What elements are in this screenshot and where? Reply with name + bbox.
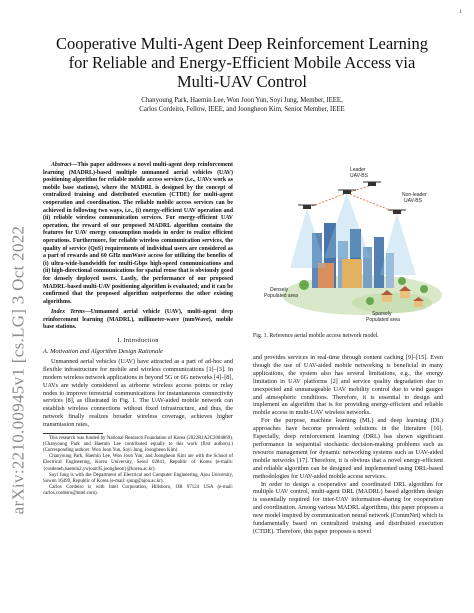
footnote-affiliation-intel: Carlos Cordeiro is with Intel Corporation, Hillsboro, OR 97124 USA (e-mail: carlos.cordeiro@intel.com). [43,484,233,496]
right-column [253,354,443,536]
label-dense-area: Populated area [264,293,298,299]
footnote-affiliation-korea: Chanyoung Park, Haemin Lee, Won Joon Yun, and Joongheon Kim are with the School of Electrical Engineering, Korea University, Seoul 02841, Republic of Korea (e-mails: {cosdeneb,haemin2,ywjoon95,joongheon}@korea.ac.kr). [43,454,233,472]
abstract-label: Abstract [51,162,72,168]
body-paragraph-1: and provides services in real-time through content caching [9]–[15]. Even though the use of UAV-aided mobile networking is beneficial in many applications, the system also has several limitations, e.g., the energy limitation in UAV platforms [2] and service quality degradation due to unexpected and unmanageable UAV mobility control due to wind gauges and atmospheric conditions. Therefore, it is essential to design and implement an algorithm that is for providing energy-efficient and reliable mobile access in multi-UAV wireless networks. [253,354,443,417]
leader-uav-icon [338,190,356,194]
index-terms-text: —Unmanned aerial vehicle (UAV), multi-agent deep reinforcement learning (MADRL), millimeter-wave (mmWave), mobile base stations. [43,309,233,331]
arxiv-watermark [0,160,36,580]
section-heading-introduction: I. Introduction [117,337,159,345]
figure-caption: Fig. 1. Reference aerial mobile access network model. [253,333,379,339]
label-dense: Densely [270,287,289,293]
figure-1 [252,163,442,323]
author-line-1: Chanyoung Park, Haemin Lee, Won Joon Yun, Soyi Jung, Member, IEEE, [141,97,343,104]
arxiv-identifier[interactable]: arXiv:2210.00945v1 [cs.LG] 3 Oct 2022 [8,225,28,515]
footnote-affiliation-ajou: Soyi Jung is with the Department of Electrical and Computer Engineering, Ajou University, Suwon 16499, Republic of Korea (e-mail: sjung@ajou.ac.kr). [43,472,233,484]
label-leader-uavbs: UAV-BS [350,173,368,179]
network-illustration [252,163,442,323]
author-line-2: Carlos Cordeiro, Fellow, IEEE, and Joongheon Kim, Senior Member, IEEE [139,106,345,113]
label-sparse: Sparsely [372,311,392,317]
index-terms [43,309,233,332]
abstract [43,162,233,306]
subsection-heading-motivation: A. Motivation and Algorithm Design Rationale [43,347,163,355]
label-non-leader-uavbs: UAV-BS [404,198,422,204]
paper-title: Cooperative Multi-Agent Deep Reinforcement Learning for Reliable and Energy-Efficient Mobile Access via Multi-UAV Control [55,34,429,91]
left-column [43,162,233,497]
label-sparse-area: Populated area [366,317,400,323]
abstract-text: —This paper addresses a novel multi-agent deep reinforcement learning (MADRL)-based multiple unmanned aerial vehicles (UAV) positioning algorithm for reliable mobile access services (i.e., UAVs work as mobile base stations), where the MADRL is designed by the concept of centralized training and distributed execution (CTDE) for multi-agent cooperation and coordination. The reliable mobile access services can be achieved in following two ways, i.e., (i) energy-efficient UAV operation and (ii) reliable wireless communication services. For energy-efficient UAV operation, the reward of our proposed MADRL algorithm contains the features for UAV energy consumption models in order to realize efficient operations. Furthermore, for reliable wireless communication services, the quality of service (QoS) requirements of individual users are considered as a part of rewards and 60 GHz mmWave access for utilizing the benefits of (i) ultra-wide-bandwidth for multi-Gbps high-speed communications and (ii) high-directional communications for spatial reuse that is obviously good for densely deployed users. Lastly, the performance of our proposed MADRL-based multi-UAV positioning algorithm is evaluated; and it can be confirmed that the proposed algorithm outperforms the other existing algorithms. [43,162,233,305]
footnote-divider [43,433,103,434]
uav-icon [363,182,381,186]
intro-paragraph: Unmanned aerial vehicles (UAV) have attracted as a part of ad-hoc and flexible infrastructure for mobile and wireless communications [1]–[3]. In modern wireless network applications in beyond 5G or 6G networks [4]–[8], UAVs are widely considered as airborne wireless access points or relay nodes to improve terrestrial communications for instantaneous connectivity services [8], as illustrated in Fig. 1. The UAV-aided mobile network can establish wireless connections without fixed infrastructure, and thus, the network finally realizes broader wireless coverage, achieves higher transmission rates, [43,357,233,429]
footnote-funding: This research was funded by National Research Foundation of Korea (2022R1A2C2004869). (Chanyoung Park and Haemin Lee contributed equally to this work (first authors).) (Corresponding authors: Won Joon Yun, Soyi Jung, Joongheon Kim) [43,436,233,454]
body-paragraph-3: In order to design a cooperative and coordinated DRL algorithm for multiple UAV control, multi-agent DRL (MADRL) based algorithm design is essentially required for inter-UAV information-sharing for cooperation and coordination. Among various MADRL algorithms, this paper proposes a new model inspired by communication neural network (CommNet) which is fundamentally based on centralized training and distributed execution (CTDE). Therefore, this paper proposes a novel [253,480,443,535]
index-terms-label: Index Terms [51,309,85,316]
label-non-leader: Non-leader [402,192,427,198]
label-leader: Leader [350,167,366,173]
page-number: 1 [459,10,462,15]
author-list [52,96,432,114]
body-paragraph-2: For the purpose, machine learning (ML) and deep learning (DL) approaches have become prevalent solutions in the literature [16]. Especially, deep reinforcement learning (DRL) has shown significant performance in sequential stochastic decision-making problems such as resource management for dynamic networking systems such as UAV-aided mobile networks [17]. Therefore, it is obvious that a novel energy-efficient and reliable algorithm can be designed and implemented using DRL-based methodologies for UAV-aided mobile access services. [253,417,443,480]
